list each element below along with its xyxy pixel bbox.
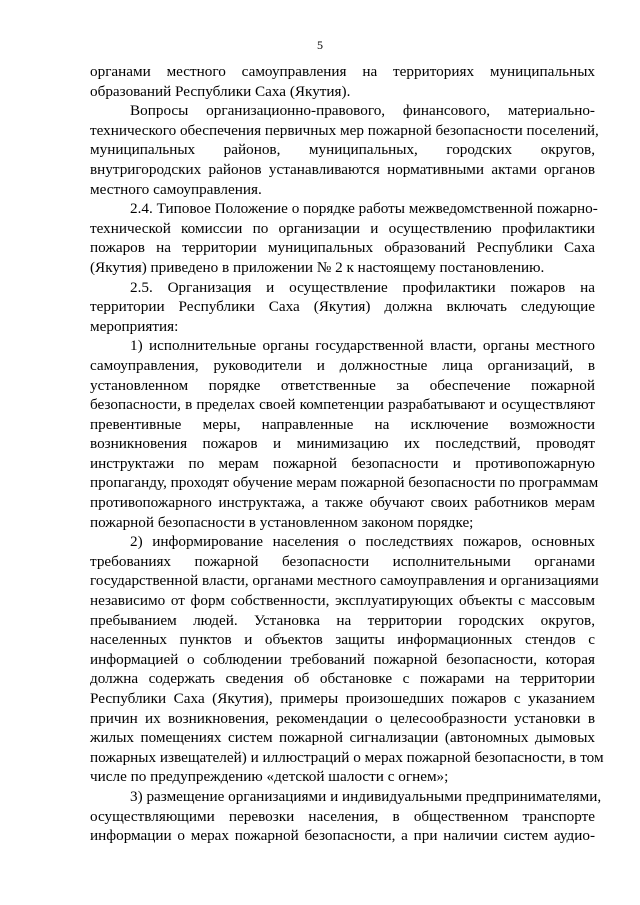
text-line: требованиях пожарной безопасности исполнительными органами	[90, 552, 595, 570]
text-line: территории Республики Саха (Якутия) должна включать следующие	[90, 298, 595, 316]
text-line: местного самоуправления.	[90, 180, 262, 198]
text-line: пожарной безопасности в установленном законом порядке;	[90, 513, 474, 531]
text-line: 2.5. Организация и осуществление профилактики пожаров на	[130, 278, 595, 296]
text-line: пожарных извещателей) и иллюстраций о мерах пожарной безопасности, в том	[90, 748, 604, 766]
text-line: должна содержать сведения об обстановке с пожарами на территории	[90, 670, 595, 688]
text-line: жилых помещениях систем пожарной сигнализации (автономных дымовых	[90, 729, 595, 747]
text-line: информации о мерах пожарной безопасности, а при наличии систем аудио-	[90, 827, 595, 845]
text-line: мероприятия:	[90, 317, 179, 335]
document-body	[90, 62, 604, 846]
text-line: возникновения пожаров и минимизацию их последствий, проводят	[90, 435, 595, 453]
text-line: пропаганду, проходят обучение мерам пожарной безопасности по программам	[90, 474, 599, 492]
text-line: независимо от форм собственности, эксплуатирующих объекты с массовым	[90, 592, 595, 610]
text-line: информацией о соблюдении требований пожарной безопасности, которая	[90, 650, 595, 668]
text-line: 2.4. Типовое Положение о порядке работы межведомственной пожарно-	[130, 200, 598, 218]
text-line: безопасности, в пределах своей компетенции разрабатывают и осуществляют	[90, 396, 595, 414]
text-line: причин их возникновения, рекомендации о целесообразности установки в	[90, 709, 595, 727]
text-line: муниципальных районов, муниципальных, городских округов,	[90, 141, 595, 159]
text-line: пребыванием людей. Установка на территории городских округов,	[90, 611, 595, 629]
text-line: установленном порядке ответственные за обеспечение пожарной	[90, 376, 595, 394]
text-line: внутригородских районов устанавливаются нормативными актами органов	[90, 160, 595, 178]
text-line: 3) размещение организациями и индивидуальными предпринимателями,	[130, 787, 602, 805]
text-line: осуществляющими перевозки населения, в общественном транспорте	[90, 807, 595, 825]
text-line: технической комиссии по организации и осуществлению профилактики	[90, 219, 595, 237]
text-line: образований Республики Саха (Якутия).	[90, 82, 351, 100]
text-line: органами местного самоуправления на территориях муниципальных	[90, 63, 595, 80]
text-line: населенных пунктов и объектов защиты информационных стендов с	[90, 631, 595, 649]
text-line: пожаров на территории муниципальных образований Республики Саха	[90, 239, 595, 257]
text-line: превентивные меры, направленные на исключение возможности	[90, 415, 595, 433]
text-line: государственной власти, органами местного самоуправления и организациями	[90, 572, 599, 590]
text-line: 1) исполнительные органы государственной власти, органы местного	[130, 337, 595, 355]
text-line: технического обеспечения первичных мер пожарной безопасности поселений,	[90, 121, 599, 139]
text-line: (Якутия) приведено в приложении № 2 к настоящему постановлению.	[90, 258, 545, 276]
page-number: 5	[317, 38, 323, 52]
text-line: 2) информирование населения о последствиях пожаров, основных	[130, 533, 595, 551]
text-line: числе по предупреждению «детской шалости с огнем»;	[90, 768, 449, 786]
text-line: самоуправления, руководители и должностные лица организаций, в	[90, 356, 595, 374]
text-line: Республики Саха (Якутия), примеры произошедших пожаров с указанием	[90, 690, 595, 707]
text-line: инструктажи по мерам пожарной безопасности и противопожарную	[90, 454, 595, 472]
text-line: Вопросы организационно-правового, финансового, материально-	[130, 102, 595, 120]
text-line: противопожарного инструктажа, а также обучают своих работников мерам	[90, 494, 595, 512]
